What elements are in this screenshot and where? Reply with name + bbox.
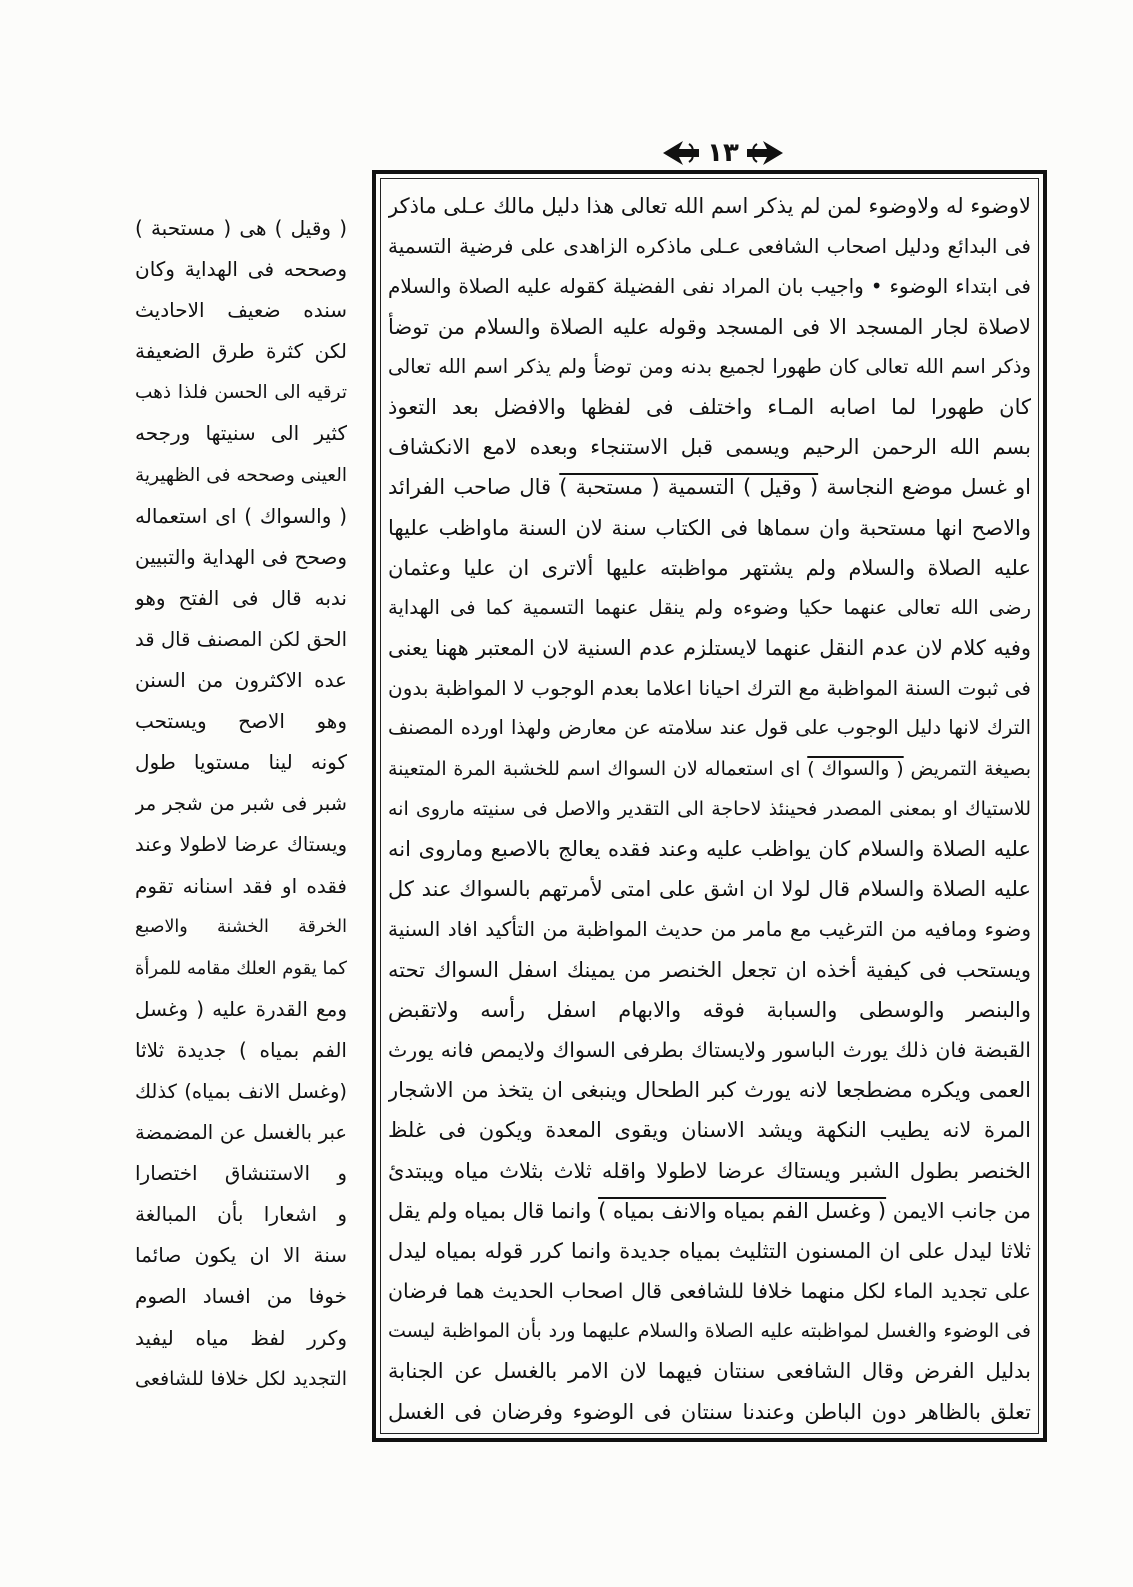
marginal-commentary: [135, 208, 347, 1400]
main-line-15: [388, 749, 1031, 789]
margin-line-14: كونه لينا مستويا طول: [135, 750, 347, 775]
margin-line-25: و اشعارا بأن المبالغة: [135, 1202, 347, 1227]
main-line-24: المرة لانه يطيب النكهة ويشد الاسنان ويقوى المعدة ويكون فى غلظ: [388, 1118, 1031, 1143]
main-line-3: فى ابتداء الوضوء • واجيب بان المراد نفى الفضيلة كقوله عليه الصلاة والسلام: [388, 274, 1031, 299]
main-line-7: بسم الله الرحمن الرحيم ويسمى قبل الاستنجاء وبعده لامع الانكشاف: [388, 435, 1031, 460]
main-line-25: الخنصر بطول الشبر ويستاك عرضا لاطولا واقله ثلاث بثلاث مياه ويبتدئ: [388, 1158, 1031, 1183]
main-line-29: فى الوضوء والغسل لمواظبته عليه الصلاة والسلام عليهما ورد بأن المواظبة ليست: [388, 1320, 1031, 1343]
main-line-23: العمى ويكره مضطجعا لانه يورث كبر الطحال وينبغى ان يتخذ من الاشجار: [388, 1078, 1031, 1103]
margin-line-18: الخرقة الخشنة والاصبع: [135, 916, 347, 937]
margin-line-22: (وغسل الانف بمياه) كذلك: [135, 1079, 347, 1103]
main-line-26: [388, 1191, 1031, 1231]
main-line-16: للاستياك او بمعنى المصدر فحينئذ لاحاجة الى التقدير والاصل فى سنيته ماروى انه: [388, 797, 1031, 820]
main-line-18: عليه الصلاة والسلام قال لولا ان اشق على امتى لأمرتهم بالسواك عند كل: [388, 877, 1031, 902]
margin-line-5: ترقيه الى الحسن فلذا ذهب: [135, 382, 347, 404]
margin-line-20: ومع القدرة عليه ( وغسل: [135, 996, 347, 1021]
margin-line-28: وكرر لفظ مياه ليفيد: [135, 1325, 347, 1350]
matn-segment: ( والسواك ): [807, 757, 904, 780]
main-line-9: والاصح انها مستحبة وان سماها فى الكتاب سنة لان السنة ماواظب عليها: [388, 515, 1031, 540]
main-line-27: ثلاثا ليدل على ان المسنون التثليث بمياه جديدة وانما كرر قوله بمياه ليدل: [388, 1238, 1031, 1263]
margin-line-12: عده الاكثرون من السنن: [135, 668, 347, 693]
margin-line-29: التجديد لكل خلافا للشافعى: [135, 1367, 347, 1390]
main-line-10: عليه الصلاة والسلام ولم يشتهر مواظبته عليها ألاترى ان عليا وعثمان: [388, 555, 1031, 580]
margin-line-21: الفم بمياه ) جديدة ثلاثا: [135, 1037, 347, 1062]
margin-line-6: كثير الى سنيتها ورجحه: [135, 421, 347, 446]
margin-line-17: فقده او فقد اسنانه تقوم: [135, 873, 347, 898]
matn-segment: ( وغسل الفم بمياه والانف بمياه ): [598, 1198, 887, 1223]
margin-line-2: وصححه فى الهداية وكان: [135, 257, 347, 282]
main-line-30: بدليل الفرض وقال الشافعى سنتان فيهما لان الامر بالغسل عن الجنابة: [388, 1359, 1031, 1384]
margin-line-11: الحق لكن المصنف قال قد: [135, 627, 347, 651]
text-segment: بصيغة التمريض: [903, 757, 1031, 780]
main-line-14: الترك لانها دليل الوجوب على قول عند سلامته عن معارض ولهذا اورده المصنف: [388, 716, 1031, 740]
text-segment: اى استعماله لان السواك اسم للخشبة المرة المتعينة: [388, 757, 808, 780]
margin-line-4: لكن كثرة طرق الضعيفة: [135, 339, 347, 364]
main-line-2: فى البدائع ودليل اصحاب الشافعى عـلى ماذكره الزاهدى على فرضية التسمية: [388, 234, 1031, 259]
margin-line-1: ( وقيل ) هى ( مستحبة ): [135, 216, 347, 240]
margin-line-13: وهو الاصح ويستحب: [135, 709, 347, 734]
text-segment: من جانب الايمن: [886, 1198, 1031, 1223]
main-line-31: تعلق بالظاهر دون الباطن وعندنا سنتان فى الوضوء وفرضان فى الغسل: [388, 1399, 1031, 1424]
main-line-22: القبضة فان ذلك يورث الباسور ولايستاك بطرفى السواك ولايمص فانه يورث: [388, 1037, 1031, 1062]
margin-line-7: العينى وصححه فى الظهيرية: [135, 464, 347, 486]
main-text-body: [388, 186, 1031, 1432]
main-line-13: فى ثبوت السنة المواظبة مع الترك احيانا اعلاما بعدم الوجوب لا المواظبة بدون: [388, 676, 1031, 701]
right-ornament-icon: [745, 138, 785, 168]
main-line-28: على تجديد الماء لكل منهما خلافا للشافعى قال اصحاب الحديث هما فرضان: [388, 1279, 1031, 1304]
main-line-5: وذكر اسم الله تعالى كان طهورا لجميع بدنه ومن توضأ ولم يذكر اسم الله تعالى: [388, 354, 1031, 378]
margin-line-8: ( والسواك ) اى استعماله: [135, 503, 347, 528]
text-segment: او غسل موضع النجاسة: [818, 475, 1031, 500]
left-ornament-icon: [661, 138, 701, 168]
main-line-21: والبنصر والوسطى والسبابة فوقه والابهام اسفل رأسه ولاتقبض: [388, 997, 1031, 1022]
main-line-6: كان طهورا لما اصابه المـاء واختلف فى لفظها والافضل بعد التعوذ: [388, 394, 1031, 419]
margin-line-3: سنده ضعيف الاحاديث: [135, 298, 347, 323]
main-line-4: لاصلاة لجار المسجد الا فى المسجد وقوله عليه الصلاة والسلام من توضأ: [388, 314, 1031, 339]
page-header: [660, 134, 786, 172]
margin-line-10: ندبه قال فى الفتح وهو: [135, 585, 347, 610]
main-line-19: وضوء ومافيه من الترغيب مع مامر من حديث المواظبة من التأكيد افاد السنية: [388, 917, 1031, 942]
text-segment: وانما قال بمياه ولم يقل: [388, 1198, 599, 1223]
main-line-8: [388, 467, 1031, 507]
margin-line-24: و الاستنشاق اختصارا: [135, 1161, 347, 1186]
page-number: ١٣: [707, 138, 739, 168]
margin-line-19: كما يقوم العلك مقامه للمرأة: [135, 957, 347, 979]
main-line-20: ويستحب فى كيفية أخذه ان تجعل الخنصر من يمينك اسفل السواك تحته: [388, 957, 1031, 982]
main-line-11: رضى الله تعالى عنهما حكيا وضوءه ولم ينقل عنهما التسمية كما فى الهداية: [388, 595, 1031, 619]
margin-line-16: ويستاك عرضا لاطولا وعند: [135, 833, 347, 857]
margin-line-23: عبر بالغسل عن المضمضة: [135, 1121, 347, 1145]
margin-line-15: شبر فى شبر من شجر مر: [135, 792, 347, 816]
main-text-frame: [372, 170, 1047, 1442]
margin-line-9: وصحح فى الهداية والتبيين: [135, 544, 347, 569]
text-segment: قال صاحب الفرائد: [388, 475, 560, 500]
main-line-12: وفيه كلام لان عدم النقل عنهما لايستلزم عدم السنية لان المعتبر ههنا يعنى: [388, 636, 1031, 661]
main-line-1: لاوضوء له ولاوضوء لمن لم يذكر اسم الله تعالى هذا دليل مالك عـلى ماذكر: [388, 194, 1031, 218]
margin-line-26: سنة الا ان يكون صائما: [135, 1243, 347, 1268]
matn-segment: ( وقيل ) التسمية ( مستحبة ): [559, 475, 819, 500]
main-line-17: عليه الصلاة والسلام كان يواظب عليه وعند فقده يعالج بالاصبع وماروى انه: [388, 837, 1031, 861]
margin-line-27: خوفا من افساد الصوم: [135, 1284, 347, 1309]
